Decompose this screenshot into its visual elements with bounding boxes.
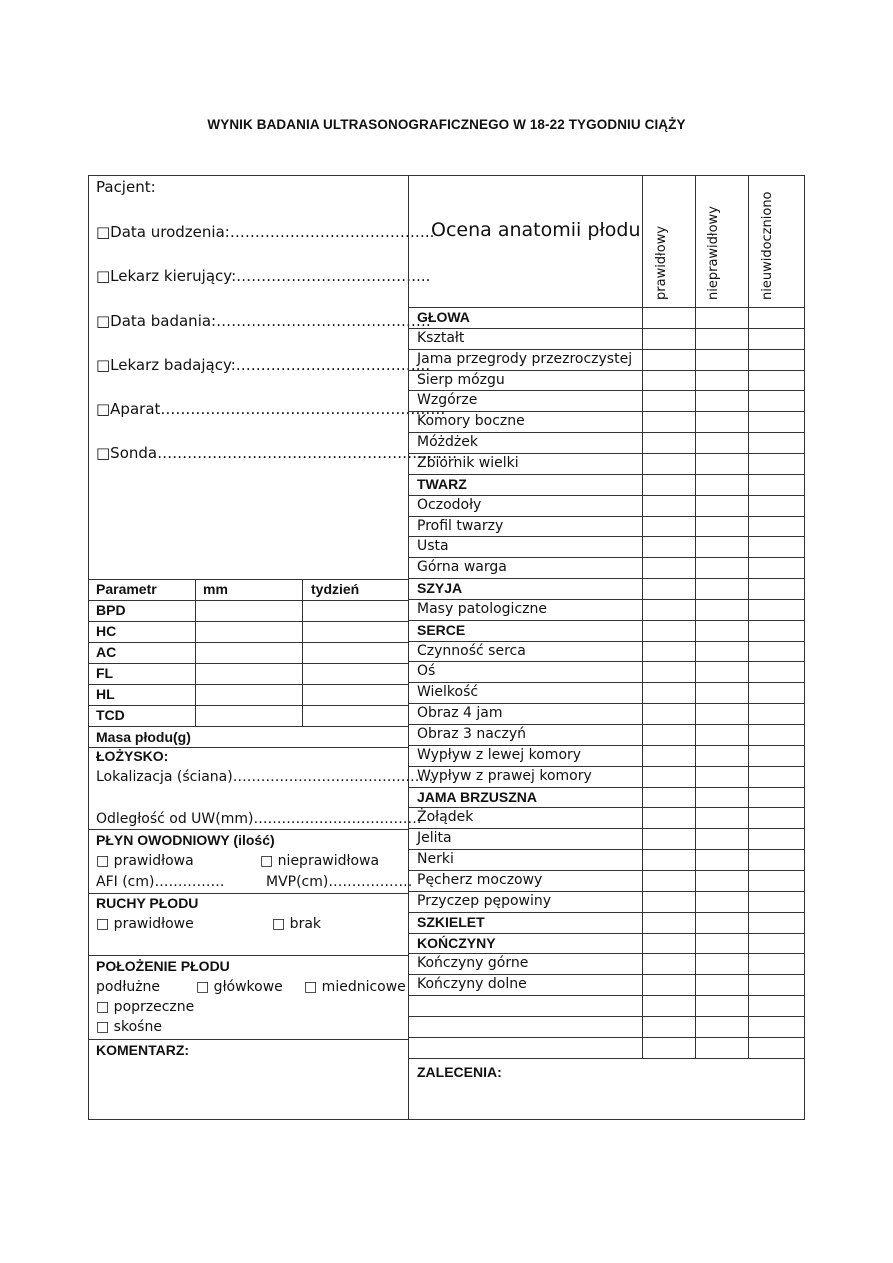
cell-not-visualized[interactable] xyxy=(749,788,805,807)
param-mm-cell[interactable] xyxy=(196,601,301,620)
param-row-label: TCD xyxy=(96,707,125,723)
anatomy-row-label: Kształt xyxy=(417,330,465,346)
anatomy-row-label: Kończyny górne xyxy=(417,955,529,971)
cell-abnormal[interactable] xyxy=(696,871,748,890)
cell-abnormal[interactable] xyxy=(696,537,748,556)
cell-abnormal[interactable] xyxy=(696,913,748,932)
param-mm-cell[interactable] xyxy=(196,622,301,641)
cell-not-visualized[interactable] xyxy=(749,600,805,619)
param-col-divider xyxy=(302,579,303,726)
row-rule xyxy=(408,453,805,454)
row-rule xyxy=(408,807,805,808)
row-rule xyxy=(408,1016,805,1017)
cell-not-visualized[interactable] xyxy=(749,308,805,327)
cell-abnormal[interactable] xyxy=(696,934,748,953)
row-rule xyxy=(408,1037,805,1038)
param-row-rule xyxy=(88,726,408,727)
param-week-cell[interactable] xyxy=(303,643,407,662)
anatomy-row-label: Móżdżek xyxy=(417,434,478,450)
param-mm-cell[interactable] xyxy=(196,685,301,704)
row-rule xyxy=(408,536,805,537)
field-birth-date[interactable]: □Data urodzenia:………………………………….. xyxy=(96,223,435,241)
cell-not-visualized[interactable] xyxy=(749,579,805,598)
col-not-visualized-label: nieuwidoczniono xyxy=(760,191,775,300)
param-header: Parametr xyxy=(96,581,157,597)
anatomy-row-label: Zbiornik wielki xyxy=(417,455,519,471)
cell-normal[interactable] xyxy=(643,517,695,536)
position-transverse-checkbox[interactable]: □ poprzeczne xyxy=(96,999,195,1015)
row-rule xyxy=(408,745,805,746)
row-rule xyxy=(408,703,805,704)
position-longitudinal: podłużne xyxy=(96,979,161,995)
fluid-afi-field[interactable]: AFI (cm)…………… xyxy=(96,874,225,890)
cell-normal[interactable] xyxy=(643,767,695,786)
row-rule xyxy=(408,516,805,517)
param-row-label: AC xyxy=(96,644,117,660)
cell-normal[interactable] xyxy=(643,454,695,473)
cell-abnormal[interactable] xyxy=(696,642,748,661)
cell-not-visualized[interactable] xyxy=(749,892,805,911)
position-cephalic-checkbox[interactable]: □ główkowe xyxy=(196,979,283,995)
row-rule xyxy=(408,974,805,975)
cell-normal[interactable] xyxy=(643,475,695,494)
row-rule xyxy=(408,787,805,788)
cell-abnormal[interactable] xyxy=(696,850,748,869)
fluid-normal-checkbox[interactable]: □ prawidłowa xyxy=(96,853,194,869)
cell-abnormal[interactable] xyxy=(696,767,748,786)
row-rule xyxy=(408,870,805,871)
row-rule xyxy=(408,328,805,329)
row-rule xyxy=(408,432,805,433)
cell-normal[interactable] xyxy=(643,1017,695,1036)
cell-abnormal[interactable] xyxy=(696,454,748,473)
row-rule xyxy=(408,620,805,621)
params-header-rule xyxy=(88,600,408,601)
param-row-label: FL xyxy=(96,665,114,681)
cell-abnormal[interactable] xyxy=(696,704,748,723)
param-row-rule xyxy=(88,705,408,706)
param-mm-cell[interactable] xyxy=(196,664,301,683)
param-week-cell[interactable] xyxy=(303,601,407,620)
cell-normal[interactable] xyxy=(643,308,695,327)
cell-abnormal[interactable] xyxy=(696,600,748,619)
cell-normal[interactable] xyxy=(643,496,695,515)
cell-not-visualized[interactable] xyxy=(749,808,805,827)
cell-not-visualized[interactable] xyxy=(749,329,805,348)
cell-not-visualized[interactable] xyxy=(749,975,805,994)
cell-not-visualized[interactable] xyxy=(749,829,805,848)
anatomy-row-label: KOŃCZYNY xyxy=(417,935,496,951)
field-device[interactable]: □Aparat………………………………………………… xyxy=(96,400,446,418)
placenta-location-field[interactable]: Lokalizacja (ściana)……………………………………. xyxy=(96,769,434,785)
position-breech-checkbox[interactable]: □ miednicowe xyxy=(304,979,406,995)
movements-none-checkbox[interactable]: □ brak xyxy=(272,916,322,932)
fluid-abnormal-checkbox[interactable]: □ nieprawidłowa xyxy=(260,853,380,869)
param-row-rule xyxy=(88,684,408,685)
row-rule xyxy=(408,724,805,725)
cell-abnormal[interactable] xyxy=(696,975,748,994)
cell-abnormal[interactable] xyxy=(696,579,748,598)
field-referring-doctor[interactable]: □Lekarz kierujący:………………………………... xyxy=(96,267,431,285)
fluid-heading: PŁYN OWODNIOWY (ilość) xyxy=(96,832,275,848)
anatomy-row-label: Czynność serca xyxy=(417,643,526,659)
field-probe[interactable]: □Sonda…………………………………………………… xyxy=(96,444,458,462)
movements-heading: RUCHY PŁODU xyxy=(96,895,199,911)
anatomy-row-label: Nerki xyxy=(417,851,454,867)
row-rule xyxy=(408,495,805,496)
anatomy-header-rule xyxy=(408,307,805,308)
param-week-cell[interactable] xyxy=(303,706,407,725)
mass-rule xyxy=(88,747,408,748)
cell-abnormal[interactable] xyxy=(696,683,748,702)
cell-abnormal[interactable] xyxy=(696,558,748,577)
cell-not-visualized[interactable] xyxy=(749,850,805,869)
fluid-bottom-rule xyxy=(88,893,408,894)
anatomy-row-label: Kończyny dolne xyxy=(417,976,527,992)
placenta-distance-field[interactable]: Odległość od UW(mm)……………………………… xyxy=(96,811,422,827)
cell-normal[interactable] xyxy=(643,683,695,702)
cell-normal[interactable] xyxy=(643,350,695,369)
anatomy-row-label: Sierp mózgu xyxy=(417,372,505,388)
cell-normal[interactable] xyxy=(643,412,695,431)
anatomy-row-label: TWARZ xyxy=(417,476,467,492)
param-row-label: HC xyxy=(96,623,117,639)
anatomy-row-label: SERCE xyxy=(417,622,466,638)
cell-normal[interactable] xyxy=(643,808,695,827)
cell-not-visualized[interactable] xyxy=(749,621,805,640)
anatomy-row-label: Obraz 4 jam xyxy=(417,705,503,721)
cell-not-visualized[interactable] xyxy=(749,496,805,515)
cell-not-visualized[interactable] xyxy=(749,954,805,973)
param-week-cell[interactable] xyxy=(303,622,407,641)
cell-normal[interactable] xyxy=(643,642,695,661)
cell-abnormal[interactable] xyxy=(696,1038,748,1057)
cell-not-visualized[interactable] xyxy=(749,1038,805,1057)
cell-normal[interactable] xyxy=(643,433,695,452)
param-week-cell[interactable] xyxy=(303,664,407,683)
comment-label: KOMENTARZ: xyxy=(96,1042,190,1058)
cell-normal[interactable] xyxy=(643,892,695,911)
row-rule xyxy=(408,557,805,558)
param-row-rule xyxy=(88,663,408,664)
cell-normal[interactable] xyxy=(643,558,695,577)
anatomy-row-label: Żołądek xyxy=(417,809,474,825)
cell-normal[interactable] xyxy=(643,788,695,807)
cell-abnormal[interactable] xyxy=(696,475,748,494)
cell-not-visualized[interactable] xyxy=(749,767,805,786)
cell-normal[interactable] xyxy=(643,871,695,890)
param-row-rule xyxy=(88,642,408,643)
cell-abnormal[interactable] xyxy=(696,517,748,536)
cell-normal[interactable] xyxy=(643,934,695,953)
anatomy-row-label: Usta xyxy=(417,538,449,554)
cell-not-visualized[interactable] xyxy=(749,746,805,765)
anatomy-row-label: Profil twarzy xyxy=(417,518,504,534)
anatomy-row-label: Górna warga xyxy=(417,559,507,575)
placenta-heading: ŁOŻYSKO: xyxy=(96,748,169,764)
param-col-divider xyxy=(195,579,196,726)
anatomy-row-label: Wielkość xyxy=(417,684,479,700)
param-header: tydzień xyxy=(311,581,360,597)
cell-abnormal[interactable] xyxy=(696,391,748,410)
cell-normal[interactable] xyxy=(643,913,695,932)
cell-abnormal[interactable] xyxy=(696,329,748,348)
cell-normal[interactable] xyxy=(643,746,695,765)
params-top-rule xyxy=(88,579,408,580)
cell-normal[interactable] xyxy=(643,704,695,723)
row-rule xyxy=(408,661,805,662)
cell-not-visualized[interactable] xyxy=(749,371,805,390)
cell-normal[interactable] xyxy=(643,391,695,410)
row-rule xyxy=(408,474,805,475)
anatomy-row-label: Pęcherz moczowy xyxy=(417,872,543,888)
row-rule xyxy=(408,828,805,829)
page-title: WYNIK BADANIA ULTRASONOGRAFICZNEGO W 18-22 TYGODNIU CIĄŻY xyxy=(207,117,686,132)
anatomy-row-label: Przyczep pępowiny xyxy=(417,893,552,909)
row-rule xyxy=(408,682,805,683)
recommendations-label: ZALECENIA: xyxy=(417,1064,502,1080)
cell-not-visualized[interactable] xyxy=(749,996,805,1015)
cell-not-visualized[interactable] xyxy=(749,412,805,431)
cell-abnormal[interactable] xyxy=(696,808,748,827)
row-rule xyxy=(408,349,805,350)
col-normal-label: prawidłowy xyxy=(654,225,669,300)
anatomy-row-label: Wypływ z lewej komory xyxy=(417,747,582,763)
param-mm-cell[interactable] xyxy=(196,643,301,662)
cell-abnormal[interactable] xyxy=(696,621,748,640)
cell-abnormal[interactable] xyxy=(696,371,748,390)
cell-abnormal[interactable] xyxy=(696,788,748,807)
row-rule xyxy=(408,390,805,391)
anatomy-row-label: Oczodoły xyxy=(417,497,482,513)
row-rule xyxy=(408,849,805,850)
cell-abnormal[interactable] xyxy=(696,954,748,973)
anatomy-row-label: Masy patologiczne xyxy=(417,601,547,617)
fetal-mass-label: Masa płodu(g) xyxy=(96,729,191,745)
param-header: mm xyxy=(203,581,228,597)
cell-normal[interactable] xyxy=(643,725,695,744)
cell-normal[interactable] xyxy=(643,579,695,598)
row-rule xyxy=(408,953,805,954)
row-rule xyxy=(408,370,805,371)
cell-normal[interactable] xyxy=(643,600,695,619)
anatomy-row-label: GŁOWA xyxy=(417,309,470,325)
row-rule xyxy=(408,578,805,579)
row-rule xyxy=(408,912,805,913)
cell-not-visualized[interactable] xyxy=(749,725,805,744)
anatomy-row-label: Komory boczne xyxy=(417,413,525,429)
param-row-label: HL xyxy=(96,686,115,702)
cell-not-visualized[interactable] xyxy=(749,391,805,410)
cell-not-visualized[interactable] xyxy=(749,433,805,452)
cell-normal[interactable] xyxy=(643,662,695,681)
param-mm-cell[interactable] xyxy=(196,706,301,725)
cell-not-visualized[interactable] xyxy=(749,350,805,369)
cell-normal[interactable] xyxy=(643,996,695,1015)
anatomy-row-label: SZYJA xyxy=(417,580,463,596)
row-rule xyxy=(408,995,805,996)
cell-abnormal[interactable] xyxy=(696,662,748,681)
cell-abnormal[interactable] xyxy=(696,496,748,515)
anatomy-row-label: Wypływ z prawej komory xyxy=(417,768,592,784)
row-rule xyxy=(408,933,805,934)
cell-abnormal[interactable] xyxy=(696,725,748,744)
cell-normal[interactable] xyxy=(643,1038,695,1057)
cell-not-visualized[interactable] xyxy=(749,517,805,536)
cell-not-visualized[interactable] xyxy=(749,913,805,932)
cell-abnormal[interactable] xyxy=(696,350,748,369)
cell-normal[interactable] xyxy=(643,954,695,973)
cell-not-visualized[interactable] xyxy=(749,662,805,681)
cell-not-visualized[interactable] xyxy=(749,558,805,577)
anatomy-row-label: Obraz 3 naczyń xyxy=(417,726,527,742)
cell-abnormal[interactable] xyxy=(696,412,748,431)
cell-normal[interactable] xyxy=(643,537,695,556)
movements-bottom-rule xyxy=(88,955,408,956)
position-bottom-rule xyxy=(88,1039,408,1040)
position-heading: POŁOŻENIE PŁODU xyxy=(96,958,230,974)
param-row-rule xyxy=(88,621,408,622)
anatomy-heading: Ocena anatomii płodu xyxy=(431,219,641,241)
param-row-label: BPD xyxy=(96,602,126,618)
cell-not-visualized[interactable] xyxy=(749,642,805,661)
cell-abnormal[interactable] xyxy=(696,308,748,327)
cell-normal[interactable] xyxy=(643,975,695,994)
cell-normal[interactable] xyxy=(643,329,695,348)
cell-normal[interactable] xyxy=(643,621,695,640)
movements-normal-checkbox[interactable]: □ prawidłowe xyxy=(96,916,194,932)
cell-not-visualized[interactable] xyxy=(749,454,805,473)
anatomy-row-label: Jelita xyxy=(417,830,452,846)
row-rule xyxy=(408,766,805,767)
cell-abnormal[interactable] xyxy=(696,433,748,452)
anatomy-row-label: Wzgórze xyxy=(417,392,478,408)
fluid-mvp-field[interactable]: MVP(cm)……………… xyxy=(266,874,413,890)
cell-not-visualized[interactable] xyxy=(749,537,805,556)
field-examining-doctor[interactable]: □Lekarz badający:………………………………... xyxy=(96,356,431,374)
cell-abnormal[interactable] xyxy=(696,996,748,1015)
row-rule xyxy=(408,411,805,412)
position-oblique-checkbox[interactable]: □ skośne xyxy=(96,1019,162,1035)
cell-not-visualized[interactable] xyxy=(749,704,805,723)
anatomy-row-label: SZKIELET xyxy=(417,914,485,930)
cell-abnormal[interactable] xyxy=(696,746,748,765)
placenta-bottom-rule xyxy=(88,829,408,830)
patient-label: Pacjent: xyxy=(96,178,156,196)
center-divider xyxy=(408,175,409,1120)
cell-abnormal[interactable] xyxy=(696,829,748,848)
anatomy-row-label: Oś xyxy=(417,663,436,679)
cell-normal[interactable] xyxy=(643,371,695,390)
cell-not-visualized[interactable] xyxy=(749,475,805,494)
row-rule xyxy=(408,891,805,892)
row-rule xyxy=(408,599,805,600)
row-rule xyxy=(408,641,805,642)
cell-abnormal[interactable] xyxy=(696,892,748,911)
col-abnormal-label: nieprawidłowy xyxy=(706,206,721,300)
anatomy-row-label: Jama przegrody przezroczystej xyxy=(417,351,633,367)
anatomy-row-label: JAMA BRZUSZNA xyxy=(417,789,538,805)
cell-not-visualized[interactable] xyxy=(749,683,805,702)
cell-not-visualized[interactable] xyxy=(749,934,805,953)
cell-normal[interactable] xyxy=(643,850,695,869)
cell-not-visualized[interactable] xyxy=(749,1017,805,1036)
cell-normal[interactable] xyxy=(643,829,695,848)
cell-not-visualized[interactable] xyxy=(749,871,805,890)
field-exam-date[interactable]: □Data badania:……………………………….…… xyxy=(96,312,431,330)
param-week-cell[interactable] xyxy=(303,685,407,704)
row-rule xyxy=(408,1058,805,1059)
cell-abnormal[interactable] xyxy=(696,1017,748,1036)
